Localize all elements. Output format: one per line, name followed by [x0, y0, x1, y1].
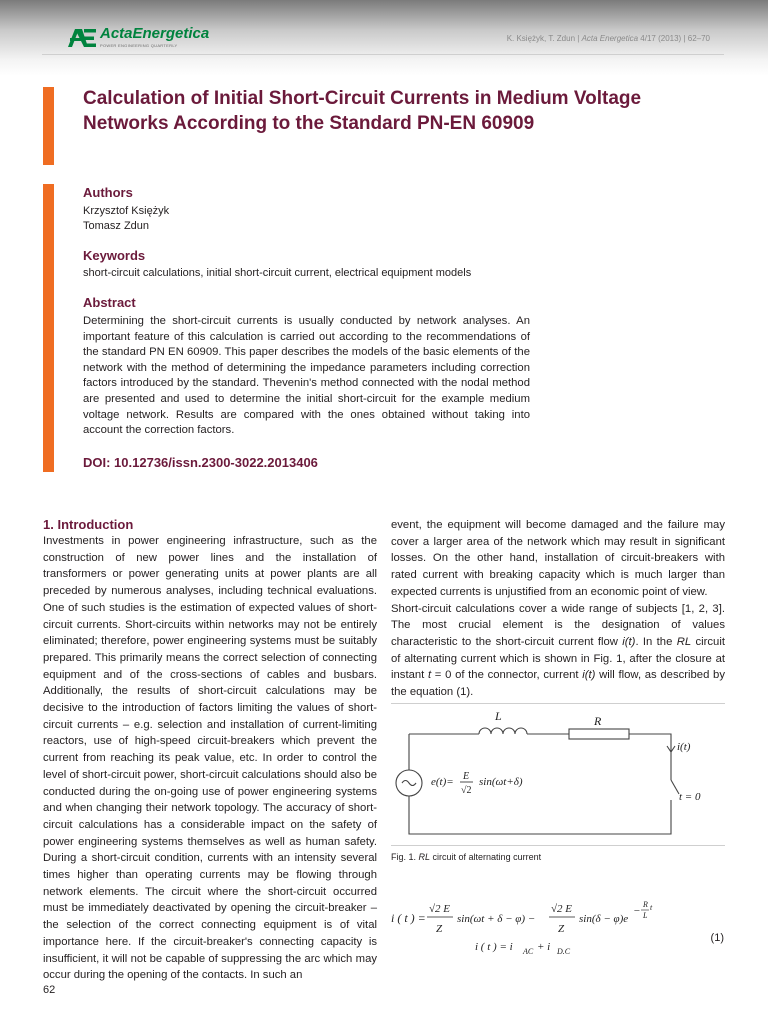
eq-num1: √2 E: [429, 903, 451, 915]
resistor-label: R: [594, 714, 602, 728]
math-symbol: i(t): [622, 635, 636, 648]
eq-lhs: i ( t ) =: [391, 911, 426, 925]
math-symbol: RL: [676, 635, 692, 648]
eq-exp-minus: −: [633, 905, 641, 917]
eq-exp-t: t: [650, 903, 653, 912]
caption-prefix: Fig. 1.: [391, 852, 419, 862]
eq-den2: Z: [558, 923, 565, 935]
figure-bottom-rule: [391, 845, 725, 846]
journal-logo-tagline: POWER ENGINEERING QUARTERLY: [100, 43, 178, 48]
source-label: e(t)=: [431, 776, 454, 788]
equation-number: (1): [710, 932, 724, 944]
eq-term1: sin(ωt + δ − φ) −: [457, 913, 536, 925]
running-head-pages: 62–70: [687, 34, 710, 43]
switch-label: t = 0: [679, 791, 701, 803]
keywords-text: short-circuit calculations, initial short-circuit current, electrical equipment models: [83, 267, 472, 279]
source-fraction-numerator: E: [463, 771, 470, 782]
body-text-column-1: Investments in power engineering infrastructure, such as the construction of new power lines and the installation of transformers or power generating units at power plants are all preceded by numerous analyses, including technical evaluations. One of such studies is the estimation of expected values of short-circuit currents. Short-circuits within networks may not be entirely eliminated; therefore, power engineering systems must be suitably prepared. This primarily means the correct selection of connecting equipment and of the cross-sections of cables and busbars. Additionally, the results of short-circuit calculations may be decisive to the introduction of factors limiting the values of short-circuit currents – e.g. selection and installation of current-limiting reactors, use of high-speed circuit-breakers which prevent the current from reaching its peak value, etc. In order to control the level of short-circuit power, short-circuit calculations should also be conducted during the on-going use of power engineering systems and when changing their network topology. The accuracy of short-circuit calculations has a considerable impact on the safety of power engineering systems themselves as well as human safety. During a short-circuit condition, currents with an intensity several times higher than operating currents may be flowing through network elements. The circuit where the short-circuit occurred must be immediately deactivated by opening the circuit-breaker – the selection of the correct connecting equipment is of vital importance here. If the circuit-breaker's connecting capacity is insufficient, it will not be capable of suppressing the arc which may occur during the opening of the contacts. In such an: [43, 535, 377, 982]
abstract-text: Determining the short-circuit currents is usually conducted by network analyses. An important feature of this calculation is carried out according to the recommendations of the standard PN EN 60909. This paper describes the models of the basic elements of the network with the method of determining the impedance parameters including correction factors introduced by the standard. Thevenin's method connected with the nodal method are presented and used to determine the initial short-circuit for the example medium voltage network. Results are compared with the ones obtained without taking into account the correction factors.: [83, 315, 530, 437]
header-divider: [42, 54, 724, 55]
paragraph-2-text: will flow, as described by the equation (1).: [391, 669, 725, 699]
paragraph-2-text: = 0 of the connector, current: [431, 669, 583, 682]
running-head-issue: 4/17 (2013): [640, 34, 682, 43]
section-heading: 1. Introduction: [43, 517, 134, 532]
running-head: K. Księżyk, T. Zdun | Acta Energetica 4/17 (2013) | 62–70: [506, 34, 710, 43]
abstract-accent-bar: [43, 184, 54, 472]
equation-1: [391, 870, 725, 962]
paragraph-2-text: . In the: [635, 635, 677, 648]
eq-sub-ac: AC: [523, 947, 534, 956]
paragraph-2-text: circuit of alternating current which is shown in Fig. 1, after the closure at instant: [391, 635, 725, 682]
paragraph-2-text: Short-circuit calculations cover a wide range of subjects [1, 2, 3]. The most crucial element is the designation of values characteristic to the short-circuit current flow: [391, 602, 725, 648]
eq-exp-den: L: [643, 911, 648, 920]
current-label: i(t): [677, 741, 691, 753]
keywords-heading: Keywords: [83, 248, 146, 263]
rl-circuit-figure: [391, 696, 725, 844]
journal-logo-icon: [66, 27, 98, 49]
eq-den1: Z: [436, 923, 443, 935]
title-accent-bar: [43, 87, 54, 165]
abstract-heading: Abstract: [83, 295, 136, 310]
eq-exp-num: R: [643, 900, 648, 909]
eq-num2: √2 E: [551, 903, 573, 915]
body-text-column-2: [391, 517, 725, 701]
running-head-authors: K. Księżyk, T. Zdun: [506, 34, 576, 43]
eq-sub-dc: D.C: [557, 947, 571, 956]
eq-line2: i ( t ) = i: [475, 941, 513, 953]
math-symbol: t: [427, 669, 432, 682]
authors-heading: Authors: [83, 185, 133, 200]
source-fraction-denominator: √2: [461, 785, 472, 796]
math-symbol: i(t): [582, 669, 596, 682]
paragraph-1: event, the equipment will become damaged and the failure may cover a larger area of the network which may result in significant losses. On the other hand, installation of circuit-breakers with rated current with breaking capacity which is much larger than expected currents is unjustified from an economic point of view.: [391, 519, 725, 598]
article-title: Calculation of Initial Short-Circuit Currents in Medium Voltage Networks According to the Standard PN-EN 60909: [83, 88, 642, 134]
eq-term2: sin(δ − φ)e: [579, 913, 629, 925]
caption-rl: RL: [418, 852, 431, 862]
page-number: 62: [43, 984, 56, 996]
journal-logo-text: ActaEnergetica: [100, 25, 210, 42]
author-name: Tomasz Zdun: [83, 220, 150, 232]
eq-plus: + i: [537, 941, 551, 953]
doi-link[interactable]: DOI: 10.12736/issn.2300-3022.2013406: [83, 455, 318, 470]
author-name: Krzysztof Księżyk: [83, 205, 170, 217]
inductor-label: L: [495, 709, 502, 723]
caption-suffix: circuit of alternating current: [430, 852, 542, 862]
figure-caption: [391, 852, 541, 862]
source-sine-label: sin(ωt+δ): [479, 776, 523, 788]
running-head-journal: Acta Energetica: [581, 34, 639, 43]
